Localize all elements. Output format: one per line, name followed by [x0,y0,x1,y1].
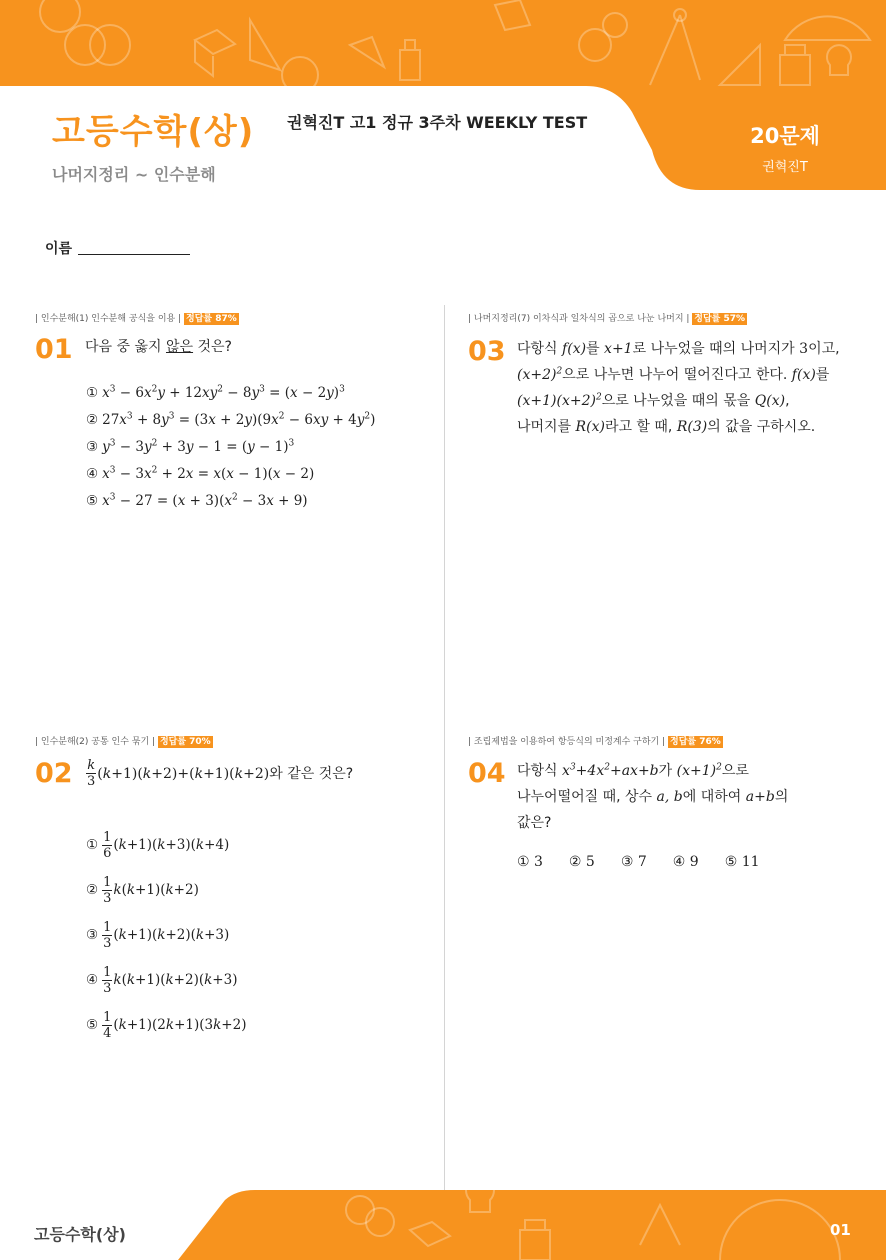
q04-number: 04 [468,758,506,789]
q02-choice-5[interactable]: ⑤ $\frac{1}{4}$ ( k +1)(2 k +1)(3 k +2) [86,1010,247,1041]
page-title: 고등수학(상) [52,112,255,152]
q02-choices [86,823,246,1048]
q02-choice-1[interactable]: ① $\frac{1}{6}$ ( k +1)( k +3)( k +4) [86,830,230,861]
q02-choice-2[interactable]: ② $\frac{1}{3}$ k ( k +1)( k +2) [86,875,199,906]
page-number: 01 [830,1221,851,1239]
author: 권혁진T [762,160,808,175]
q03-stem: 다항식 f(x)를 x+1로 나누었을 때의 나머지가 3이고, $(x+2)^2$으로 나누면 나누어 떨어진다고 한다. f(x)를 $(x+1)(x+2)^2$으로 나누었을 때의 몫을 Q(x), 나머지를 R(x)라고 할 때, R(3)의 값을 구하시오. [517,341,840,435]
q02-choice-4[interactable]: ④ $\frac{1}{3}$ k ( k +1)( k +2)( k +3) [86,965,238,996]
unit-range: 나머지정리 ~ 인수분해 [52,165,216,184]
q04-choice-4[interactable]: ④ 9 [672,854,699,870]
q02-number: 02 [35,758,73,789]
name-blank[interactable] [78,254,190,255]
q01-choice-5[interactable]: ⑤ $x^3 - 27 = (x + 3)(x^2 - 3x + 9)$ [86,492,308,509]
q01-stem: 다음 중 옳지 않은 것은? [85,339,232,355]
q04-choice-5[interactable]: ⑤ 11 [724,854,760,870]
q04-stem: 다항식 $x^3+4x^2+ax+b$가 $(x+1)^2$으로 나누어떨어질 때, 상수 a, b에 대하여 a+b의 값은? [517,762,789,831]
q01-choice-4[interactable]: ④ $x^3 - 3x^2 + 2x = x(x - 1)(x - 2)$ [86,465,315,482]
q02-tag: | 인수분해(2) 공통 인수 묶기 | 정답률 70% [35,737,211,747]
q01-number: 01 [35,334,73,365]
q04-rate: 정답률 76% [670,737,721,747]
q02-stem: $\frac{k}{3}$ (k+1)(k+2)+(k+1)(k+2) 와 같은 것은? [87,758,354,789]
q04-choice-3[interactable]: ③ 7 [620,854,647,870]
q02-choice-3[interactable]: ③ $\frac{1}{3}$ ( k +1)( k +2)( k +3) [86,920,230,951]
q04-choices [517,854,786,870]
q03-number: 03 [468,336,506,367]
test-title: 권혁진T 고1 정규 3주차 WEEKLY TEST [287,113,588,132]
q02-rate: 정답률 70% [159,737,211,747]
problem-count: 20문제 [750,124,820,148]
q01-choice-3[interactable]: ③ $y^3 - 3y^2 + 3y - 1 = (y - 1)^3$ [86,438,295,455]
footer-title: 고등수학(상) [34,1225,126,1244]
q04-choice-2[interactable]: ② 5 [568,854,595,870]
q03-tag: | 나머지정리(7) 이차식과 일차식의 곱으로 나눈 나머지 | 정답률 57% [468,314,746,324]
q01-choice-1[interactable]: ① $x^3 - 6x^2y + 12xy^2 - 8y^3 = (x - 2y)^3$ [86,384,345,401]
q03-rate: 정답률 57% [694,314,746,324]
name-label: 이름 [45,241,73,257]
q04-tag: | 조립제법을 이용하여 항등식의 미정계수 구하기 | 정답률 76% [468,737,721,747]
q01-rate: 정답률 87% [186,314,237,324]
q01-choice-2[interactable]: ② $27x^3 + 8y^3 = (3x + 2y)(9x^2 - 6xy + 4y^2)$ [86,411,376,428]
q04-choice-1[interactable]: ① 3 [517,854,543,870]
column-divider [444,305,445,1190]
q01-tag: | 인수분해(1) 인수분해 공식을 이용 | 정답률 87% [35,314,237,324]
q01-emphasis: 않은 [165,339,194,355]
q01-choices [86,380,375,515]
